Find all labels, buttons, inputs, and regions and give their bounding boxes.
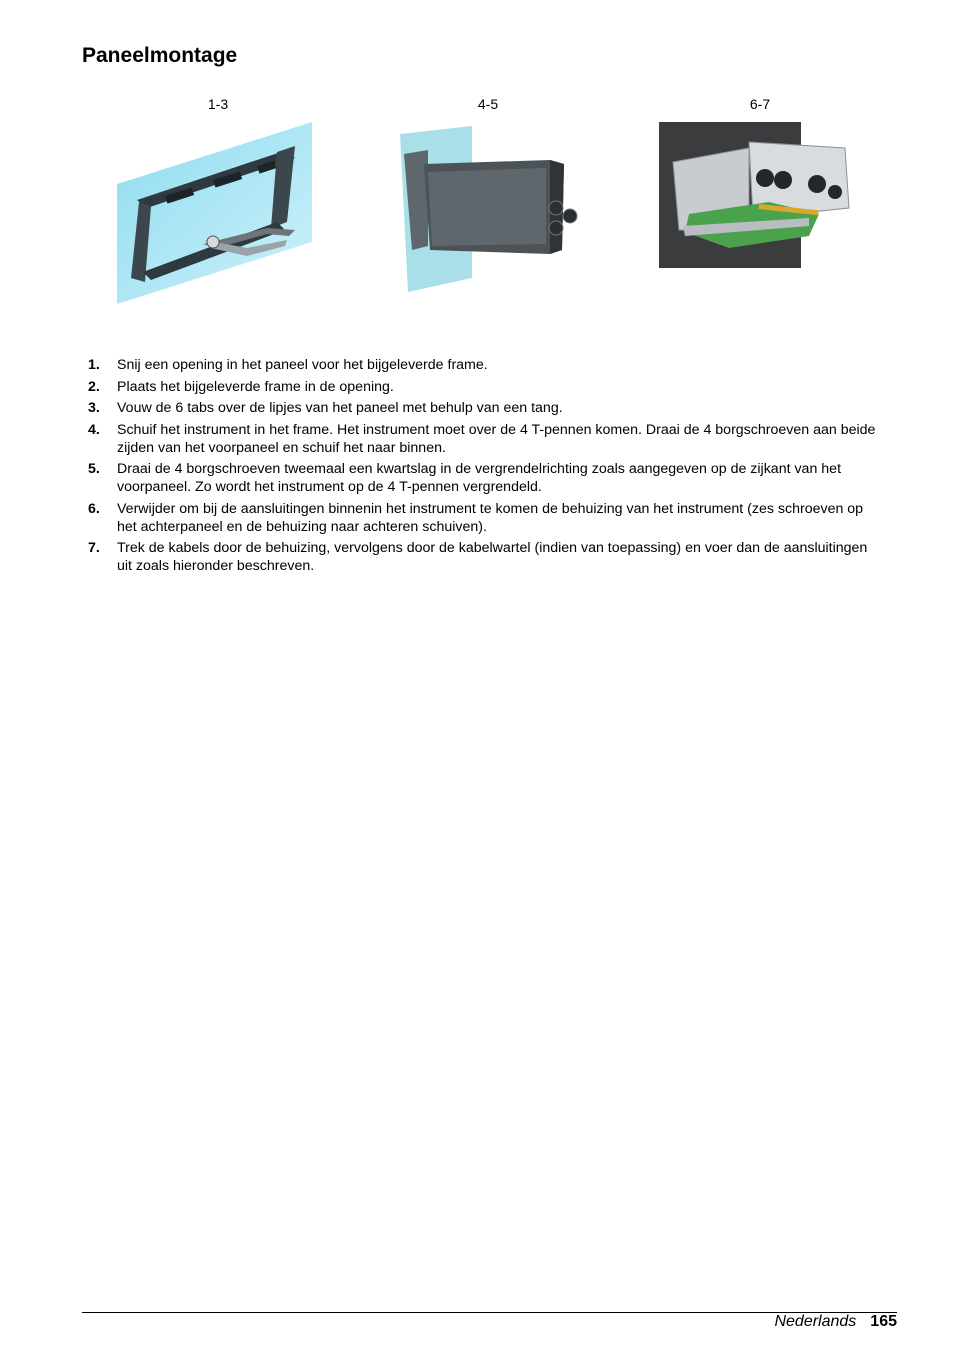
- instrument-open-circuit-board-illustration: [659, 122, 854, 268]
- step-item: [82, 421, 882, 457]
- step-item: [82, 460, 882, 496]
- figure-label-1: 1-3: [207, 96, 229, 112]
- step-number: 7.: [88, 540, 100, 556]
- footer-language: Nederlands: [774, 1313, 857, 1330]
- step-item: [82, 378, 882, 396]
- step-number: 5.: [88, 461, 100, 477]
- step-number: 4.: [88, 421, 100, 438]
- step-text: Schuif het instrument in het frame. Het instrument moet over de 4 T-pennen komen. Draai de 4 borgschroeven aan beide zijden van het voorpaneel en schuif het naar binnen.: [117, 421, 876, 456]
- step-item: [82, 500, 882, 536]
- step-item: [82, 539, 882, 575]
- step-text: Vouw de 6 tabs over de lipjes van het paneel met behulp van een tang.: [117, 400, 563, 416]
- step-text: Draai de 4 borgschroeven tweemaal een kwartslag in de vergrendelrichting zoals aangegeven op de zijkant van het voorpaneel. Zo wordt het instrument op de 4 T-pennen vergrendeld.: [117, 461, 842, 495]
- step-item: [82, 356, 882, 374]
- step-number: 3.: [88, 400, 100, 416]
- figure-label-3: 6-7: [749, 96, 771, 112]
- step-number: 1.: [88, 357, 100, 373]
- page-title: Paneelmontage: [82, 44, 238, 67]
- page-footer: [774, 1313, 897, 1331]
- step-text: Plaats het bijgeleverde frame in de opening.: [117, 378, 394, 395]
- step-number: 2.: [88, 378, 100, 395]
- step-number: 6.: [88, 500, 100, 517]
- figure-label-2: 4-5: [477, 96, 499, 112]
- step-text: Verwijder om bij de aansluitingen binnenin het instrument te komen de behuizing van het instrument (zes schroeven op het achterpaneel en de behuizing naar achteren schuiven).: [117, 500, 864, 535]
- panel-frame-pliers-illustration: [117, 122, 312, 304]
- installation-steps: [82, 356, 882, 579]
- step-item: [82, 399, 882, 417]
- step-text: Trek de kabels door de behuizing, vervolgens door de kabelwartel (indien van toepassing) en voer dan de aansluitingen uit zoals hieronder beschreven.: [117, 540, 868, 574]
- page-number: 165: [870, 1313, 897, 1330]
- instrument-in-panel-illustration: [400, 126, 578, 292]
- step-text: Snij een opening in het paneel voor het bijgeleverde frame.: [117, 357, 488, 373]
